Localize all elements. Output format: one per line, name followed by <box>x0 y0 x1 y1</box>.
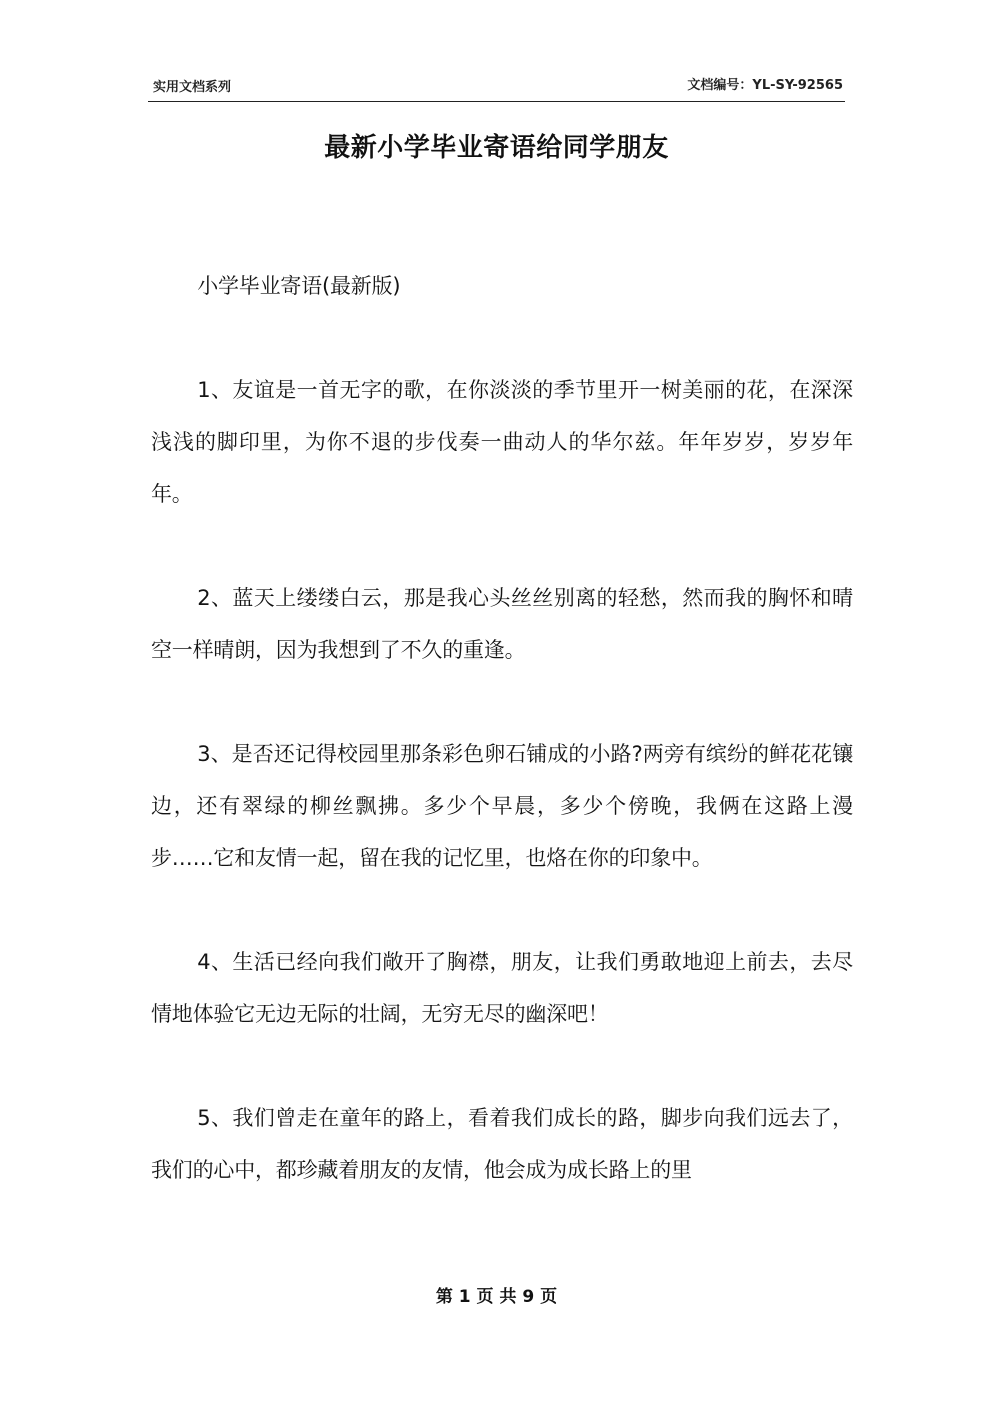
page-number: 第 1 页 共 9 页 <box>435 1287 558 1307</box>
body-paragraph: 2、蓝天上缕缕白云，那是我心头丝丝别离的轻愁，然而我的胸怀和晴空一样晴朗，因为我想到了不久的重逢。 <box>151 586 853 662</box>
body-paragraph: 1、友谊是一首无字的歌，在你淡淡的季节里开一树美丽的花，在深深浅浅的脚印里，为你不退的步伐奏一曲动人的华尔兹。年年岁岁，岁岁年年。 <box>151 378 853 506</box>
document-title: 最新小学毕业寄语给同学朋友 <box>324 133 669 163</box>
page-footer <box>0 1282 993 1307</box>
body-paragraph: 3、是否还记得校园里那条彩色卵石铺成的小路?两旁有缤纷的鲜花花镶边，还有翠绿的柳丝飘拂。多少个早晨，多少个傍晚，我俩在这路上漫步……它和友情一起，留在我的记忆里，也烙在你的印象中。 <box>151 742 853 870</box>
subtitle-paragraph: 小学毕业寄语(最新版) <box>197 274 401 298</box>
document-body <box>151 260 853 1196</box>
body-paragraph: 5、我们曾走在童年的路上，看着我们成长的路，脚步向我们远去了，我们的心中，都珍藏着朋友的友情，他会成为成长路上的里 <box>151 1106 853 1182</box>
body-paragraph: 4、生活已经向我们敞开了胸襟，朋友，让我们勇敢地迎上前去，去尽情地体验它无边无际的壮阔，无穷无尽的幽深吧！ <box>151 950 853 1026</box>
header-divider <box>148 101 845 102</box>
series-label: 实用文档系列 <box>153 80 232 95</box>
document-number: 文档编号：YL-SY-92565 <box>687 78 843 93</box>
page-header <box>151 72 845 96</box>
